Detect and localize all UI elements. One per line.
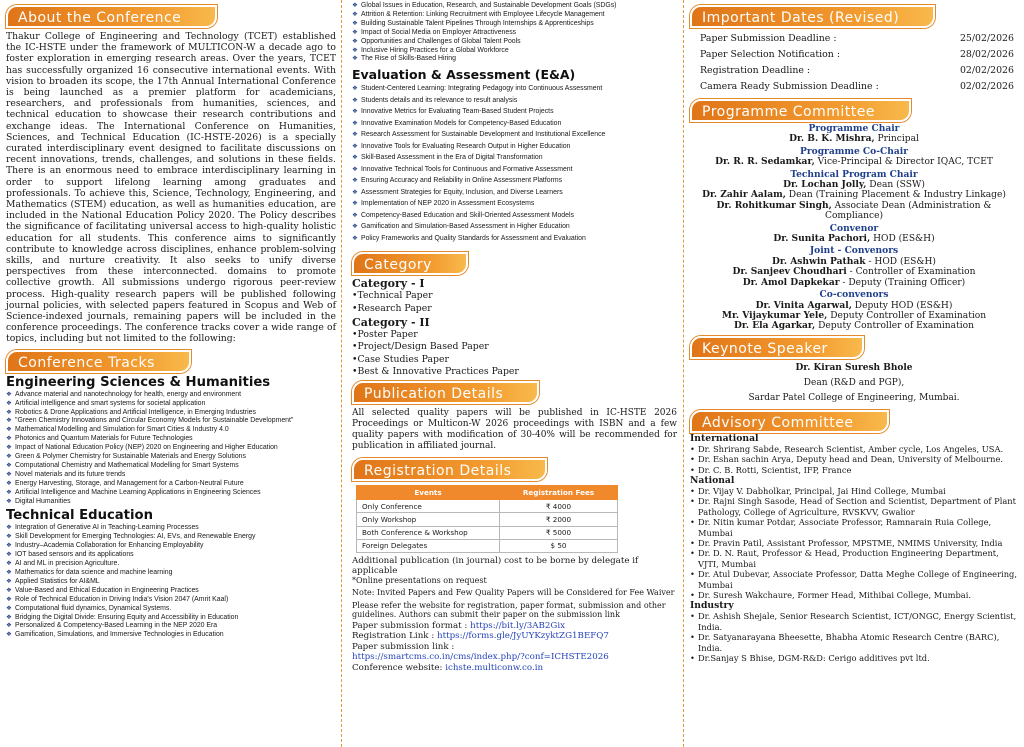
member-name: Dr. Ashwin Pathak <box>772 255 866 267</box>
date-value: 28/02/2026 <box>959 49 1014 60</box>
table-row <box>357 499 618 512</box>
track-item: ❖ Innovative Metrics for Evaluating Team-Based Student Projects <box>352 106 677 118</box>
date-value: 02/02/2026 <box>959 65 1014 76</box>
member-desc: Associate Dean (Administration & Compliance) <box>825 200 992 222</box>
date-row <box>700 31 1014 47</box>
convenor-name: Dr. Sunita Pachori, <box>773 233 871 245</box>
track-item: ❖ Assessment Strategies for Equity, Inclusion, and Diverse Learners <box>352 187 677 199</box>
national-label: National <box>690 474 735 486</box>
table-row <box>357 513 618 526</box>
evaluation-track-list <box>352 83 677 244</box>
track-item: ❖ Role of Technical Education in Driving India's Vision 2047 (Amrit Kaal) <box>6 596 336 605</box>
keynote-name: Dr. Kiran Suresh Bhole <box>795 362 913 373</box>
track-item: ❖ Opportunities and Challenges of Global Talent Pools <box>352 38 677 47</box>
international-list <box>690 444 1018 475</box>
date-label: Camera Ready Submission Deadline : <box>700 81 879 92</box>
advisory-member: • Dr. Atul Dubevar, Associate Professor, Datta Meghe College of Engineering, Mumbai <box>690 569 1018 590</box>
website-link[interactable]: ichste.multiconw.co.in <box>445 662 544 673</box>
column-right <box>683 0 1024 747</box>
track-item: ❖ Personalized & Competency-Based Learning in the NEP 2020 Era <box>6 622 336 631</box>
registration-fees-table <box>356 485 618 553</box>
member-desc: - Controller of Examination <box>846 267 976 278</box>
committee-member <box>690 267 1018 277</box>
technical-track-list <box>6 524 336 640</box>
track-item: ❖ IOT based sensors and its applications <box>6 551 336 560</box>
date-label: Paper Selection Notification : <box>700 49 840 60</box>
track-item: ❖ Mathematical Modelling and Simulation for Smart Cities & Industry 4.0 <box>6 426 336 435</box>
category-section <box>352 277 677 379</box>
keynote-heading: Keynote Speaker <box>690 336 864 359</box>
track-item: ❖ Skill-Based Assessment in the Era of Digital Transformation <box>352 152 677 164</box>
track-item: ❖ AI and ML in precision Agriculture. <box>6 560 336 569</box>
track-item: ❖ Artificial Intelligence and Machine Learning Applications in Engineering Sciences <box>6 489 336 498</box>
fee-cell: $ 50 <box>500 539 618 552</box>
advisory-member: • Dr. Ashish Shejale, Senior Research Scientist, ICT/ONGC, Energy Scientist, India. <box>690 611 1018 632</box>
convenor-role: Convenor <box>829 222 879 234</box>
format-label: Paper submission format : <box>352 620 471 631</box>
online-note: *Online presentations on request <box>352 576 487 586</box>
track-item: ❖ Green & Polymer Chemistry for Sustainable Materials and Energy Solutions <box>6 453 336 462</box>
category-1-title: Category - I <box>352 277 425 291</box>
track-item: ❖ Bridging the Digital Divide: Ensuring Equity and Accessibility in Education <box>6 614 336 623</box>
track-item: ❖ Competency-Based Education and Skill-Oriented Assessment Models <box>352 210 677 222</box>
track-item: ❖ Gamification and Simulation-Based Assessment in Higher Education <box>352 221 677 233</box>
date-value: 02/02/2026 <box>959 81 1014 92</box>
advisory-member: • Dr. Satyanarayana Bheesette, Bhabha Atomic Research Centre (BARC), India. <box>690 632 1018 653</box>
track-item: ❖ Integration of Generative AI in Teaching-Learning Processes <box>6 524 336 533</box>
industry-label: Industry <box>690 600 734 612</box>
track-item: ❖ Computational fluid dynamics, Dynamical Systems. <box>6 605 336 614</box>
category-item: • Poster Paper <box>352 329 677 342</box>
advisory-member: • Dr. Shrirang Sabde, Research Scientist, Amber cycle, Los Angeles, USA. <box>690 444 1018 454</box>
committee-member <box>690 201 1018 222</box>
advisory-member: • Dr. Suresh Wakchaure, Former Head, Mithibai College, Mumbai. <box>690 590 1018 600</box>
member-name: Dr. Rohitkumar Singh, <box>716 199 832 211</box>
chair-role: Programme Chair <box>808 123 900 134</box>
advisory-member: • Dr. Pravin Patil, Assistant Professor, MPSTME, NMIMS University, India <box>690 538 1018 548</box>
advisory-committee <box>690 433 1018 664</box>
member-name: Dr. Amol Dapkekar <box>742 276 840 288</box>
track-item: ❖ Innovative Tools for Evaluating Research Output in Higher Education <box>352 141 677 153</box>
co-role: Co-convenors <box>819 289 889 301</box>
category-item: • Project/Design Based Paper <box>352 341 677 354</box>
track-item: ❖ Computational Chemistry and Mathematical Modelling for Smart Systems <box>6 462 336 471</box>
joint-role: Joint - Convenors <box>809 245 899 257</box>
submission-link[interactable]: https://smartcms.co.in/cms/index.php/?conf=ICHSTE2026 <box>352 652 609 663</box>
co-list <box>690 301 1018 332</box>
fee-cell: ₹ 2000 <box>500 513 618 526</box>
category-item: • Case Studies Paper <box>352 354 677 367</box>
fee-waiver-note: Note: Invited Papers and Few Quality Papers will be Considered for Fee Waiver <box>352 587 675 597</box>
keynote-line2: Sardar Patel College of Engineering, Mumbai. <box>748 392 960 403</box>
table-row <box>357 526 618 539</box>
publication-text: All selected quality papers will be published in IC-HSTE 2026 Proceedings or Multicon-W 2026 proceedings with ISBN and a few quality papers with modification of 30-40% will be recommended for publication in affiliated journal. <box>352 407 677 451</box>
member-desc: Dean (SSW) <box>866 180 925 191</box>
member-desc: Dean (Training Placement & Industry Linkage) <box>785 190 1006 201</box>
fee-cell: ₹ 4000 <box>500 499 618 512</box>
member-desc: - Deputy (Training Officer) <box>839 277 966 288</box>
member-name: Mr. Vijaykumar Yele, <box>721 309 828 321</box>
track-item: ❖ Attrition & Retention: Linking Recruitment with Employee Lifecycle Management <box>352 11 677 20</box>
advisory-member: • Dr. Eshan sachin Arya, Deputy head and Dean, University of Melbourne. <box>690 454 1018 464</box>
track-item: ❖ Student-Centered Learning: Integrating Pedagogy into Continuous Assessment <box>352 83 677 95</box>
track-item: ❖ Robotics & Drone Applications and Artificial Intelligence, in Emerging Industries <box>6 409 336 418</box>
hr-track-list <box>352 2 677 64</box>
member-name: Dr. Ela Agarkar, <box>734 320 816 332</box>
chair-name: Dr. B. K. Mishra, <box>789 133 875 145</box>
advisory-member: • Dr. C. B. Rotti, Scientist, IFP, France <box>690 465 1018 475</box>
track-item: ❖ Gamification, Simulations, and Immersive Technologies in Education <box>6 631 336 640</box>
tpc-list <box>690 180 1018 222</box>
date-label: Paper Submission Deadline : <box>700 33 837 44</box>
track-item: ❖ "Green Chemistry Innovations and Circular Economy Models for Sustainable Development" <box>6 417 336 426</box>
track-item: ❖ Global Issues in Education, Research, and Sustainable Development Goals (SDGs) <box>352 2 677 11</box>
track-item: ❖ Innovative Technical Tools for Continuous and Formative Assessment <box>352 164 677 176</box>
joint-list <box>690 257 1018 288</box>
track-item: ❖ Impact of Social Media on Employer Attractiveness <box>352 29 677 38</box>
advisory-member: • Dr. Rajni Singh Sasode, Head of Section and Scientist, Department of Plant Pathology, College of Agriculture, RVSKVV, Gwalior <box>690 496 1018 517</box>
track-item: ❖ Innovative Examination Models for Competency-Based Education <box>352 118 677 130</box>
keynote-line1: Dean (R&D and PGP), <box>803 377 905 388</box>
about-heading: About the Conference <box>6 5 217 28</box>
track-item: ❖ Industry–Academia Collaboration for Enhancing Employability <box>6 542 336 551</box>
track-item: ❖ The Rise of Skills-Based Hiring <box>352 55 677 64</box>
international-label: International <box>690 432 759 444</box>
track-item: ❖ Inclusive Hiring Practices for a Global Workforce <box>352 47 677 56</box>
registration-heading: Registration Details <box>352 458 547 481</box>
event-cell: Only Conference <box>357 499 500 512</box>
format-link[interactable]: https://bit.ly/3AB2Gix <box>470 620 566 631</box>
track-item: ❖ Implementation of NEP 2020 in Assessment Ecosystems <box>352 198 677 210</box>
category-item: • Best & Innovative Practices Paper <box>352 366 677 379</box>
member-desc: - HOD (ES&H) <box>865 256 936 267</box>
events-column-header: Events <box>357 485 500 499</box>
committee-member <box>690 321 1018 331</box>
category-item: • Research Paper <box>352 303 677 316</box>
track-item: ❖ Impact of National Education Policy (NEP) 2020 on Engineering and Higher Education <box>6 444 336 453</box>
website-label: Conference website: <box>352 662 446 673</box>
date-value: 25/02/2026 <box>959 33 1014 44</box>
column-middle <box>341 0 683 747</box>
advisory-member: • Dr. D. N. Raut, Professor & Head, Production Engineering Department, VJTI, Mumbai <box>690 548 1018 569</box>
track-item: ❖ Skill Development for Emerging Technologies: AI, EVs, and Renewable Energy <box>6 533 336 542</box>
track-item: ❖ Applied Statistics for AI&ML <box>6 578 336 587</box>
event-cell: Only Workshop <box>357 513 500 526</box>
programme-committee <box>690 124 1018 332</box>
technical-track-title: Technical Education <box>6 508 153 524</box>
publication-heading: Publication Details <box>352 381 539 404</box>
evaluation-track-title: Evaluation & Assessment (E&A) <box>352 67 576 83</box>
about-text: Thakur College of Engineering and Technology (TCET) established the IC-HSTE under the framework of MULTICON-W a decade ago to foster exploration in emerging research areas. Over the years, TCET has successfully organized 16 consecutive international events. With vision to broaden its scope, the 17th Annual International Conference is being launched as a premier platform for academicians, researchers, and professionals from humanities, sciences, and technical education to showcase their research contributions and exchange ideas. The International Conference on Humanities, Sciences, and Technical Education (IC-HSTE-2026) is a specially curated interdisciplinary event designed to facilitate discussions on recent innovations, trends, challenges, and solutions in these fields. There is an enormous need to embrace interdisciplinary learning in order to support lifelong learning among graduates and professionals. To achieve this, Science, Technology, Engineering, and Mathematics (STEM) education, as well as humanities education, are included in the National Education Policy 2020. The Policy describes the significance of facilitating universal access to high-quality holistic education for all students. This conference aims to significantly contribute to knowledge across disciplines, enhance problem-solving skills, and nurture creativity. It also seeks to unify diverse perspectives from these interconnected. domains to promote collective growth. All submissions undergo rigorous peer-review process. High-quality research papers will be published following journal policies, with selected papers featured in Scopus and Web of Science-indexed journals, remaining papers will be included in the conference proceedings. The conference tracks cover a wide range of topics, including but not limited to the following: <box>6 31 336 345</box>
industry-list <box>690 611 1018 663</box>
cochair-name: Dr. R. R. Sedamkar, <box>715 156 815 168</box>
member-desc: Deputy Controller of Examination <box>815 321 974 332</box>
cochair-desc: Vice-Principal & Director IQAC, TCET <box>814 157 993 168</box>
category-item: • Technical Paper <box>352 290 677 303</box>
advisory-member: • Dr. Vijay V. Dabholkar, Principal, Jai Hind College, Mumbai <box>690 486 1018 496</box>
registration-link[interactable]: https://forms.gle/JyUYKzyktZG1BEFQ7 <box>437 631 609 642</box>
dates-heading: Important Dates (Revised) <box>690 5 935 28</box>
registration-label: Registration Link : <box>352 631 438 642</box>
track-item: ❖ Energy Harvesting, Storage, and Management for a Carbon-Neutral Future <box>6 480 336 489</box>
category-1-list <box>352 290 677 315</box>
track-item: ❖ Novel materials and its future trends <box>6 471 336 480</box>
engineering-track-list <box>6 391 336 507</box>
chair-desc: Principal <box>874 134 919 145</box>
advisory-member: • Dr.Sanjay S Bhise, DGM-R&D: Cerigo additives pvt ltd. <box>690 653 1018 663</box>
member-name: Dr. Sanjeev Choudhari <box>732 266 847 278</box>
publication-cost-note: Additional publication (in journal) cost to be borne by delegate if applicable <box>352 556 639 577</box>
convenor-desc: HOD (ES&H) <box>870 234 935 245</box>
event-cell: Foreign Delegates <box>357 539 500 552</box>
track-item: ❖ Policy Frameworks and Quality Standards for Assessment and Evaluation <box>352 233 677 245</box>
engineering-track-title: Engineering Sciences & Humanities <box>6 374 271 390</box>
member-desc: Deputy Controller of Examination <box>827 310 987 321</box>
advisory-member: • Dr. Nitin kumar Potdar, Associate Professor, Ramnarain Ruia College, Mumbai <box>690 517 1018 538</box>
member-name: Dr. Zahir Aalam, <box>702 189 786 201</box>
important-dates-list <box>690 28 1018 95</box>
event-cell: Both Conference & Workshop <box>357 526 500 539</box>
national-list <box>690 486 1018 600</box>
date-row <box>700 79 1014 95</box>
committee-member <box>690 278 1018 288</box>
cochair-role: Programme Co-Chair <box>800 145 908 157</box>
category-2-list <box>352 329 677 379</box>
category-2-title: Category - II <box>352 315 430 329</box>
fees-column-header: Registration Fees <box>500 485 618 499</box>
category-heading: Category <box>352 252 468 275</box>
fee-cell: ₹ 5000 <box>500 526 618 539</box>
track-item: ❖ Digital Humanities <box>6 498 336 507</box>
member-name: Dr. Vinita Agarwal, <box>755 299 852 311</box>
date-row <box>700 47 1014 63</box>
member-desc: Deputy HOD (ES&H) <box>851 300 953 311</box>
track-item: ❖ Ensuring Accuracy and Reliability in Online Assessment Platforms <box>352 175 677 187</box>
track-item: ❖ Artificial intelligence and smart systems for societal application <box>6 400 336 409</box>
track-item: ❖ Advance material and nanotechnology for health, energy and environment <box>6 391 336 400</box>
committee-heading: Programme Committee <box>690 99 911 122</box>
track-item: ❖ Value-Based and Ethical Education in Engineering Practices <box>6 587 336 596</box>
tracks-heading: Conference Tracks <box>6 350 191 373</box>
submission-label: Paper submission link : <box>352 641 455 652</box>
keynote-section <box>690 361 1018 406</box>
track-item: ❖ Mathematics for data science and machine learning <box>6 569 336 578</box>
advisory-heading: Advisory Committee <box>690 410 889 433</box>
track-item: ❖ Research Assessment for Sustainable Development and Institutional Excellence <box>352 129 677 141</box>
tpc-role: Technical Program Chair <box>790 168 918 180</box>
column-left <box>0 0 341 747</box>
track-item: ❖ Photonics and Quantum Materials for Future Technologies <box>6 435 336 444</box>
date-row <box>700 63 1014 79</box>
submission-links <box>352 621 677 674</box>
date-label: Registration Deadline : <box>700 65 811 76</box>
track-item: ❖ Building Sustainable Talent Pipelines Through Internships & Apprenticeships <box>352 20 677 29</box>
guidelines-note: Please refer the website for registration, paper format, submission and other guidelines. Authors can submit their paper on the submission link <box>352 600 666 619</box>
table-row <box>357 539 618 552</box>
track-item: ❖ Students details and its relevance to result analysis <box>352 95 677 107</box>
member-name: Dr. Lochan Jolly, <box>783 179 867 191</box>
